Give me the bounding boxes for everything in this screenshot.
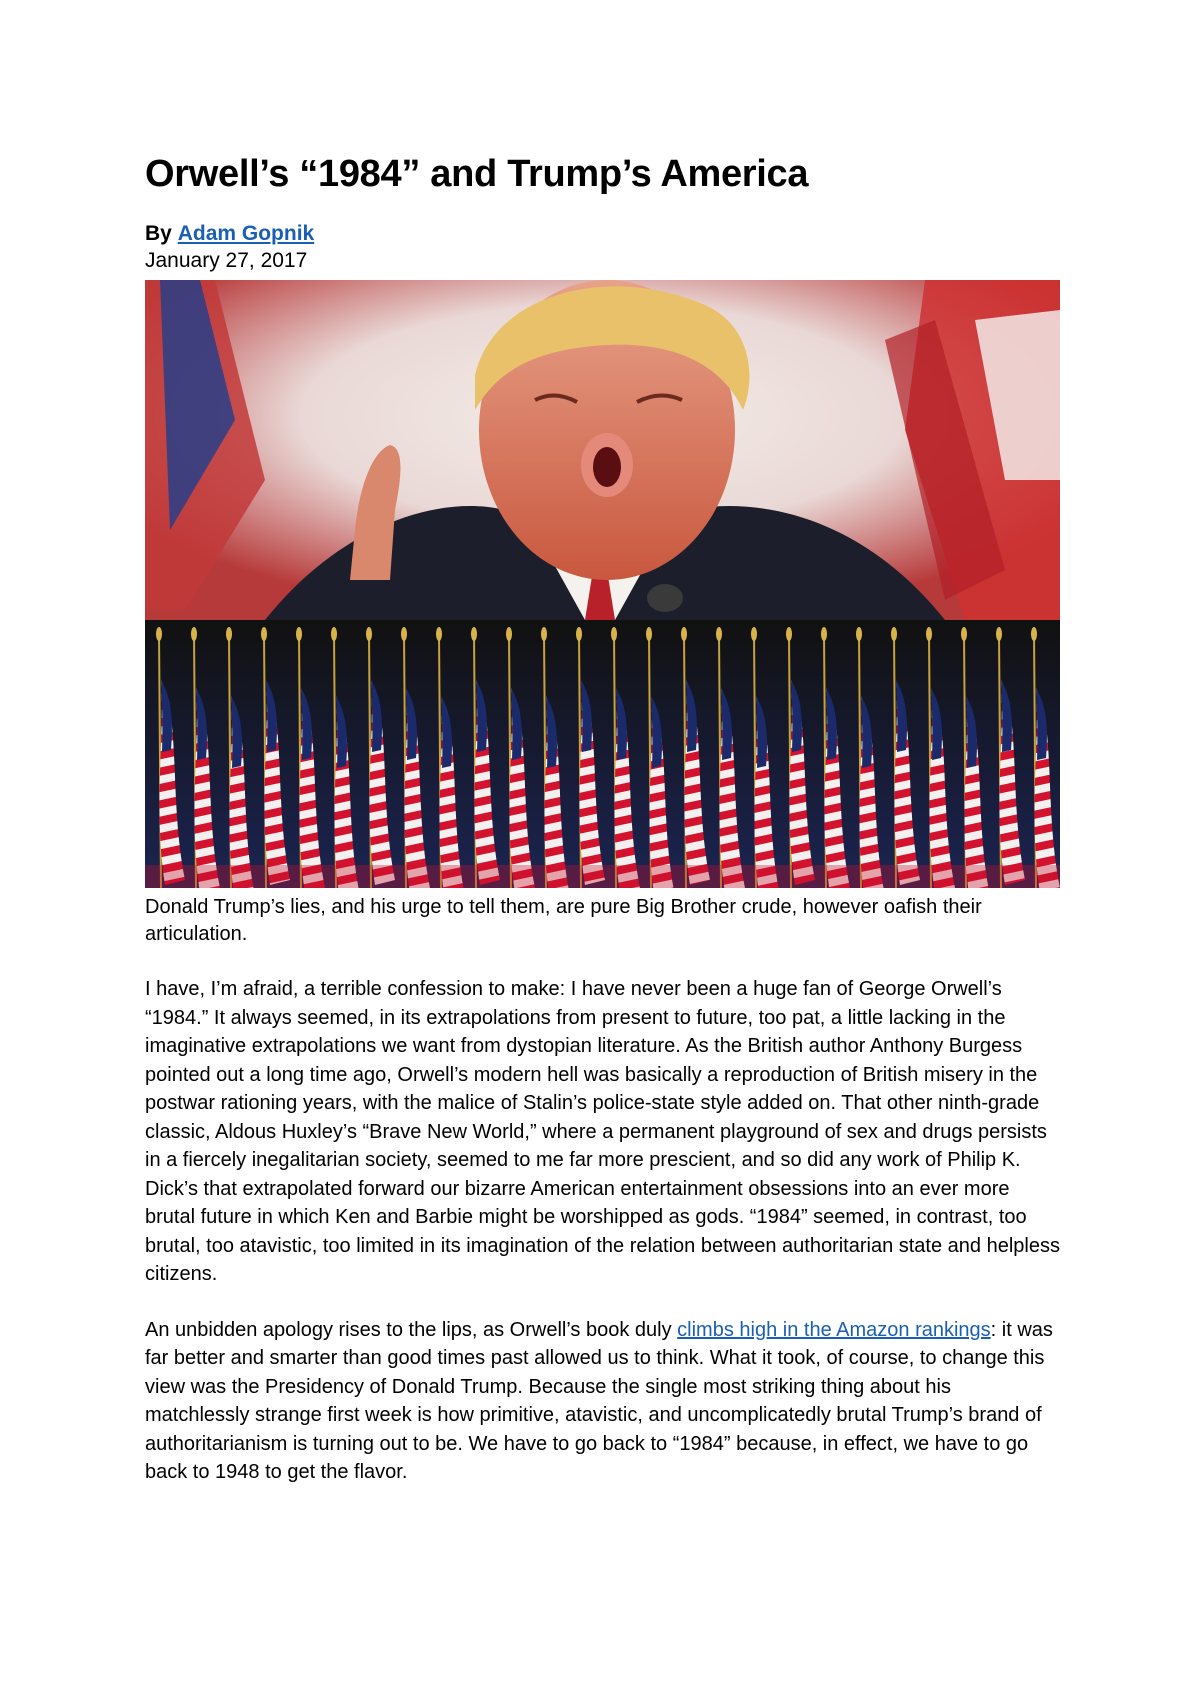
flag-finial [646, 627, 652, 641]
paragraph-2-text: An unbidden apology rises to the lips, as Orwell’s book duly [145, 1318, 678, 1341]
flag-finial [996, 627, 1002, 641]
byline [145, 220, 1060, 247]
flag-finial [681, 627, 687, 641]
flag-finial [261, 627, 267, 641]
stage-edge [145, 865, 1060, 888]
amazon-rankings-link[interactable]: climbs high in the Amazon rankings [677, 1318, 991, 1341]
image-caption: Donald Trump’s lies, and his urge to tell them, are pure Big Brother crude, however oafish their articulation. [145, 896, 982, 945]
publish-date: January 27, 2017 [145, 249, 308, 272]
flag-finial [786, 627, 792, 641]
flag-finial [1031, 627, 1037, 641]
author-link[interactable]: Adam Gopnik [177, 222, 315, 245]
flag-finial [751, 627, 757, 641]
article [145, 150, 1060, 1487]
paragraph-2-text-rest: : it was far better and smarter than good times past allowed us to think. What it took, of course, to change this view was the Presidency of Donald Trump. Because the single most striking thing about his matchlessly strange first week is how primitive, atavistic, and uncomplicatedly brutal Trump’s brand of authoritarianism is turning out to be. We have to go back to “1984” because, in effect, we have to go back to 1948 to get the flavor. [145, 1318, 1053, 1483]
flag-finial [891, 627, 897, 641]
paragraph-1: I have, I’m afraid, a terrible confession to make: I have never been a huge fan of George Orwell’s “1984.” It always seemed, in its extrapolations from present to future, too pat, a little lacking in the imaginative extrapolations we want from dystopian literature. As the British author Anthony Burgess pointed out a long time ago, Orwell’s modern hell was basically a reproduction of British misery in the postwar rationing years, with the malice of Stalin’s police-state style added on. That other ninth-grade classic, Aldous Huxley’s “Brave New World,” where a permanent playground of sex and drugs persists in a fiercely inegalitarian society, seemed to me far more prescient, and so did any work of Philip K. Dick’s that extrapolated forward our bizarre American entertainment obsessions into an ever more brutal future in which Ken and Barbie might be worshipped as gods. “1984” seemed, in contrast, too brutal, too atavistic, too limited in its imagination of the relation between authoritarian state and helpless citizens. [145, 978, 1060, 1285]
flag-finial [331, 627, 337, 641]
flag-finial [436, 627, 442, 641]
flag-finial [611, 627, 617, 641]
paragraph-2 [145, 1316, 1060, 1487]
hero-photo [145, 280, 1060, 888]
flag-finial [541, 627, 547, 641]
flag-finial [821, 627, 827, 641]
flag-finial [366, 627, 372, 641]
flag-finial [156, 627, 162, 641]
flag-finial [296, 627, 302, 641]
flag-finial [716, 627, 722, 641]
flag-finial [961, 627, 967, 641]
flag-finial [191, 627, 197, 641]
flag-finial [576, 627, 582, 641]
flag-finial [471, 627, 477, 641]
byline-prefix: By [145, 222, 172, 245]
flag-finial [506, 627, 512, 641]
flag-finial [226, 627, 232, 641]
article-title: Orwell’s “1984” and Trump’s America [145, 153, 809, 195]
flag-finial [856, 627, 862, 641]
flag-finial [926, 627, 932, 641]
flag-finial [401, 627, 407, 641]
